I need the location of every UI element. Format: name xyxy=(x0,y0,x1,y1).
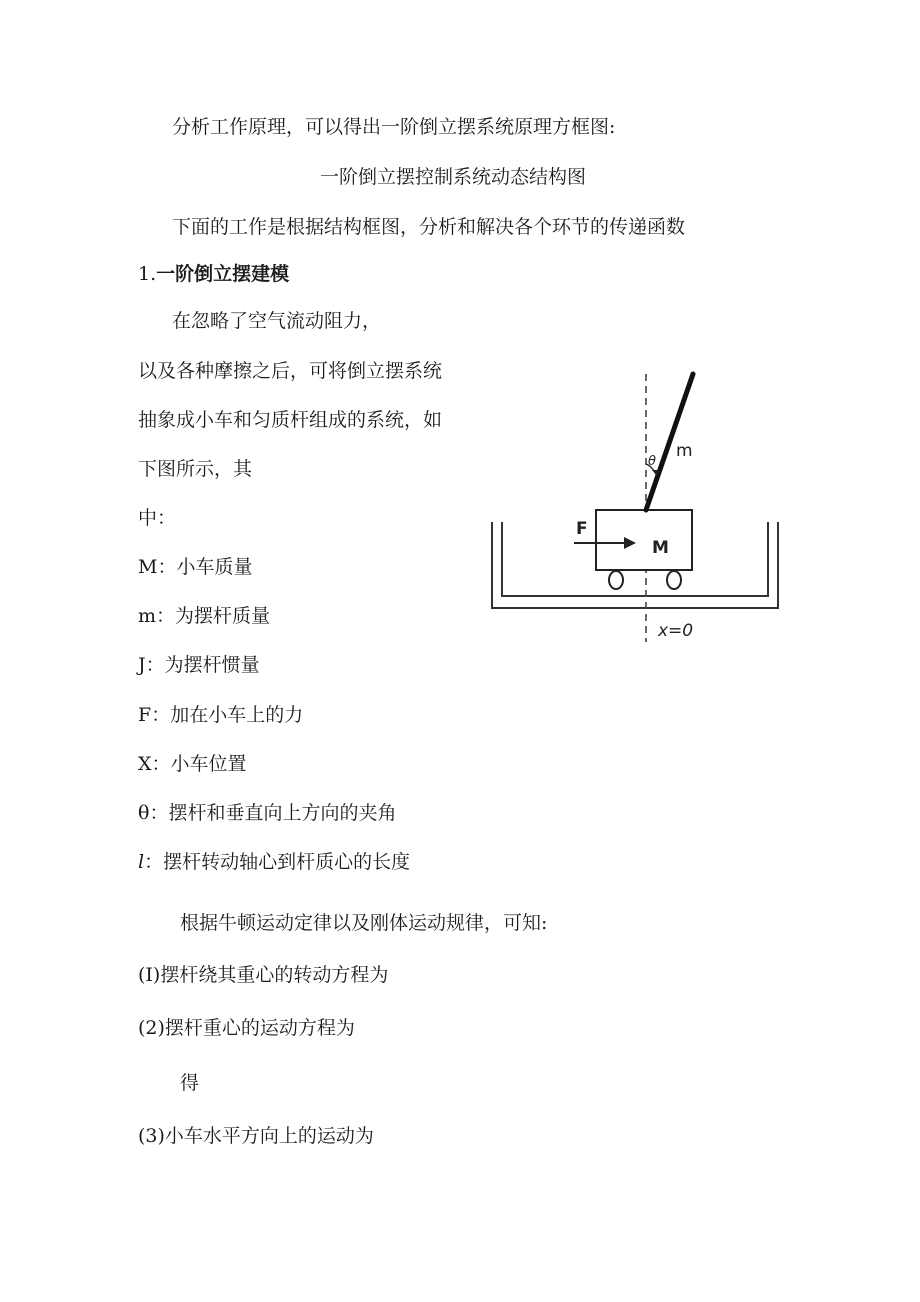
variable-separator: ： xyxy=(149,802,169,824)
variable-symbol: X xyxy=(138,753,152,775)
variable-symbol: θ xyxy=(138,802,150,824)
variable-l xyxy=(138,850,410,874)
description-line-3: 抽象成小车和匀质杆组成的系统，如 xyxy=(138,409,443,431)
variable-meaning: 小车质量 xyxy=(176,556,253,578)
variable-X xyxy=(138,752,247,776)
variable-symbol: F xyxy=(138,704,152,726)
next-step-paragraph: 下面的工作是根据结构框图，分析和解决各个环节的传递函数 xyxy=(172,216,686,238)
label-force: F xyxy=(576,519,588,539)
section-title: 一阶倒立摆建模 xyxy=(156,263,290,285)
variable-separator: ： xyxy=(151,704,171,726)
variable-meaning: 小车位置 xyxy=(170,753,247,775)
law-paragraph: 根据牛顿运动定律以及刚体运动规律，可知: xyxy=(180,912,548,934)
variable-m xyxy=(138,604,270,628)
label-pendulum-mass: m xyxy=(676,441,693,461)
variable-symbol: m xyxy=(138,605,157,627)
variable-meaning: 为摆杆惯量 xyxy=(164,654,260,676)
equation-1: (I)摆杆绕其重心的转动方程为 xyxy=(138,964,389,986)
description-line-5: 中： xyxy=(138,507,177,529)
variable-meaning: 为摆杆质量 xyxy=(175,605,271,627)
variable-meaning: 加在小车上的力 xyxy=(170,704,304,726)
description-line-2: 以及各种摩擦之后，可将倒立摆系统 xyxy=(138,360,443,382)
cart-body xyxy=(596,510,692,570)
equation-2: (2)摆杆重心的运动方程为 xyxy=(138,1017,355,1039)
intro-paragraph: 分析工作原理，可以得出一阶倒立摆系统原理方框图: xyxy=(172,116,616,138)
label-cart-mass: M xyxy=(652,538,669,558)
variable-theta xyxy=(138,801,396,825)
variable-symbol: l xyxy=(138,851,145,873)
variable-meaning: 摆杆转动轴心到杆质心的长度 xyxy=(163,851,411,873)
cart-wheel-right xyxy=(667,571,681,589)
variable-J xyxy=(138,653,260,677)
variable-separator: ： xyxy=(157,556,177,578)
variable-separator: ： xyxy=(145,654,165,676)
figure-caption: 一阶倒立摆控制系统动态结构图 xyxy=(320,166,587,188)
section-heading xyxy=(138,262,289,286)
variable-separator: ： xyxy=(156,605,176,627)
label-angle: θ xyxy=(648,454,656,469)
variable-symbol: M xyxy=(138,556,158,578)
variable-separator: ： xyxy=(151,753,171,775)
variable-meaning: 摆杆和垂直向上方向的夹角 xyxy=(168,802,397,824)
inverted-pendulum-diagram xyxy=(486,366,792,648)
equation-3: (3)小车水平方向上的运动为 xyxy=(138,1125,374,1147)
equation-result: 得 xyxy=(180,1072,200,1094)
description-line-1: 在忽略了空气流动阻力， xyxy=(172,310,382,332)
variable-M xyxy=(138,555,253,579)
description-line-4: 下图所示，其 xyxy=(138,458,253,480)
cart-wheel-left xyxy=(609,571,623,589)
section-number: 1. xyxy=(138,263,157,285)
variable-symbol: J xyxy=(138,654,146,676)
label-origin: x=0 xyxy=(658,621,694,641)
variable-F xyxy=(138,703,303,727)
variable-separator: ： xyxy=(144,851,164,873)
